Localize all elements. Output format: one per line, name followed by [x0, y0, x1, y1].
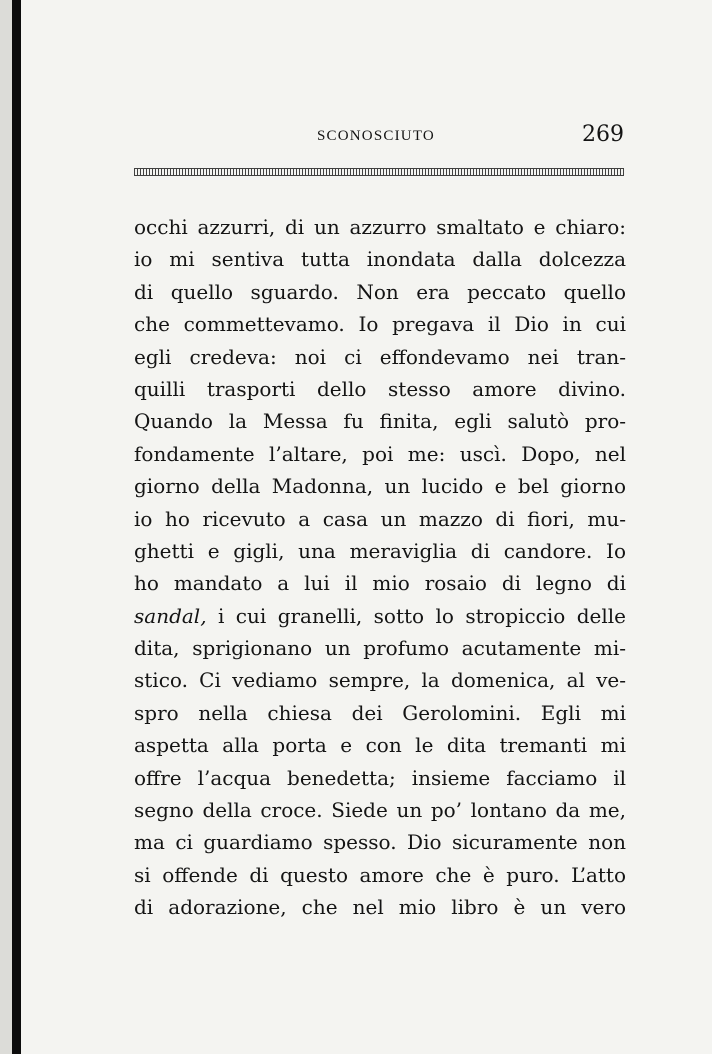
text-line: aspetta alla porta e con le dita tremanti mi — [134, 733, 626, 758]
text-line: fondamente l’altare, poi me: uscì. Dopo, nel — [134, 441, 626, 466]
text-line: si offende di questo amore che è puro. L’atto — [134, 862, 626, 887]
text-line: Quando la Messa fu finita, egli salutò pro- — [134, 409, 626, 434]
text-line: dita, sprigionano un profumo acutamente mi- — [134, 636, 626, 661]
italic-word: sandal, — [134, 603, 207, 628]
text-line: segno della croce. Siede un po’ lontano da me, — [134, 798, 626, 823]
text-line: di adorazione, che nel mio libro è un vero — [134, 895, 626, 920]
text-line: giorno della Madonna, un lucido e bel giorno — [134, 474, 626, 499]
page-number: 269 — [582, 122, 624, 147]
body-text — [134, 211, 626, 924]
page-binding-shadow — [12, 0, 21, 1054]
running-title: SCONOSCIUTO — [317, 128, 435, 144]
text-line: io ho ricevuto a casa un mazzo di fiori, mu- — [134, 506, 626, 531]
text-line: che commettevamo. Io pregava il Dio in cui — [134, 312, 626, 337]
text-line: ma ci guardiamo spesso. Dio sicuramente non — [134, 830, 626, 855]
text-line: di quello sguardo. Non era peccato quello — [134, 279, 626, 304]
text-line-mixed — [134, 600, 626, 632]
text-line: offre l’acqua benedetta; insieme facciamo il — [134, 765, 626, 790]
text-line: ghetti e gigli, una meraviglia di candore. Io — [134, 538, 626, 563]
page-header — [132, 122, 626, 152]
text-line: occhi azzurri, di un azzurro smaltato e chiaro: — [134, 215, 626, 239]
text-line-rest: i cui granelli, sotto lo stropiccio delle — [206, 603, 626, 628]
text-line: ho mandato a lui il mio rosaio di legno di — [134, 571, 626, 596]
header-ornamental-rule — [134, 168, 624, 176]
text-line: stico. Ci vediamo sempre, la domenica, al ve- — [134, 668, 626, 693]
text-line: egli credeva: noi ci effondevamo nei tran- — [134, 344, 626, 369]
text-line: quilli trasporti dello stesso amore divino. — [134, 376, 626, 401]
text-line: io mi sentiva tutta inondata dalla dolcezza — [134, 247, 626, 272]
text-line: spro nella chiesa dei Gerolomini. Egli mi — [134, 700, 626, 725]
page-binding-edge — [0, 0, 12, 1054]
